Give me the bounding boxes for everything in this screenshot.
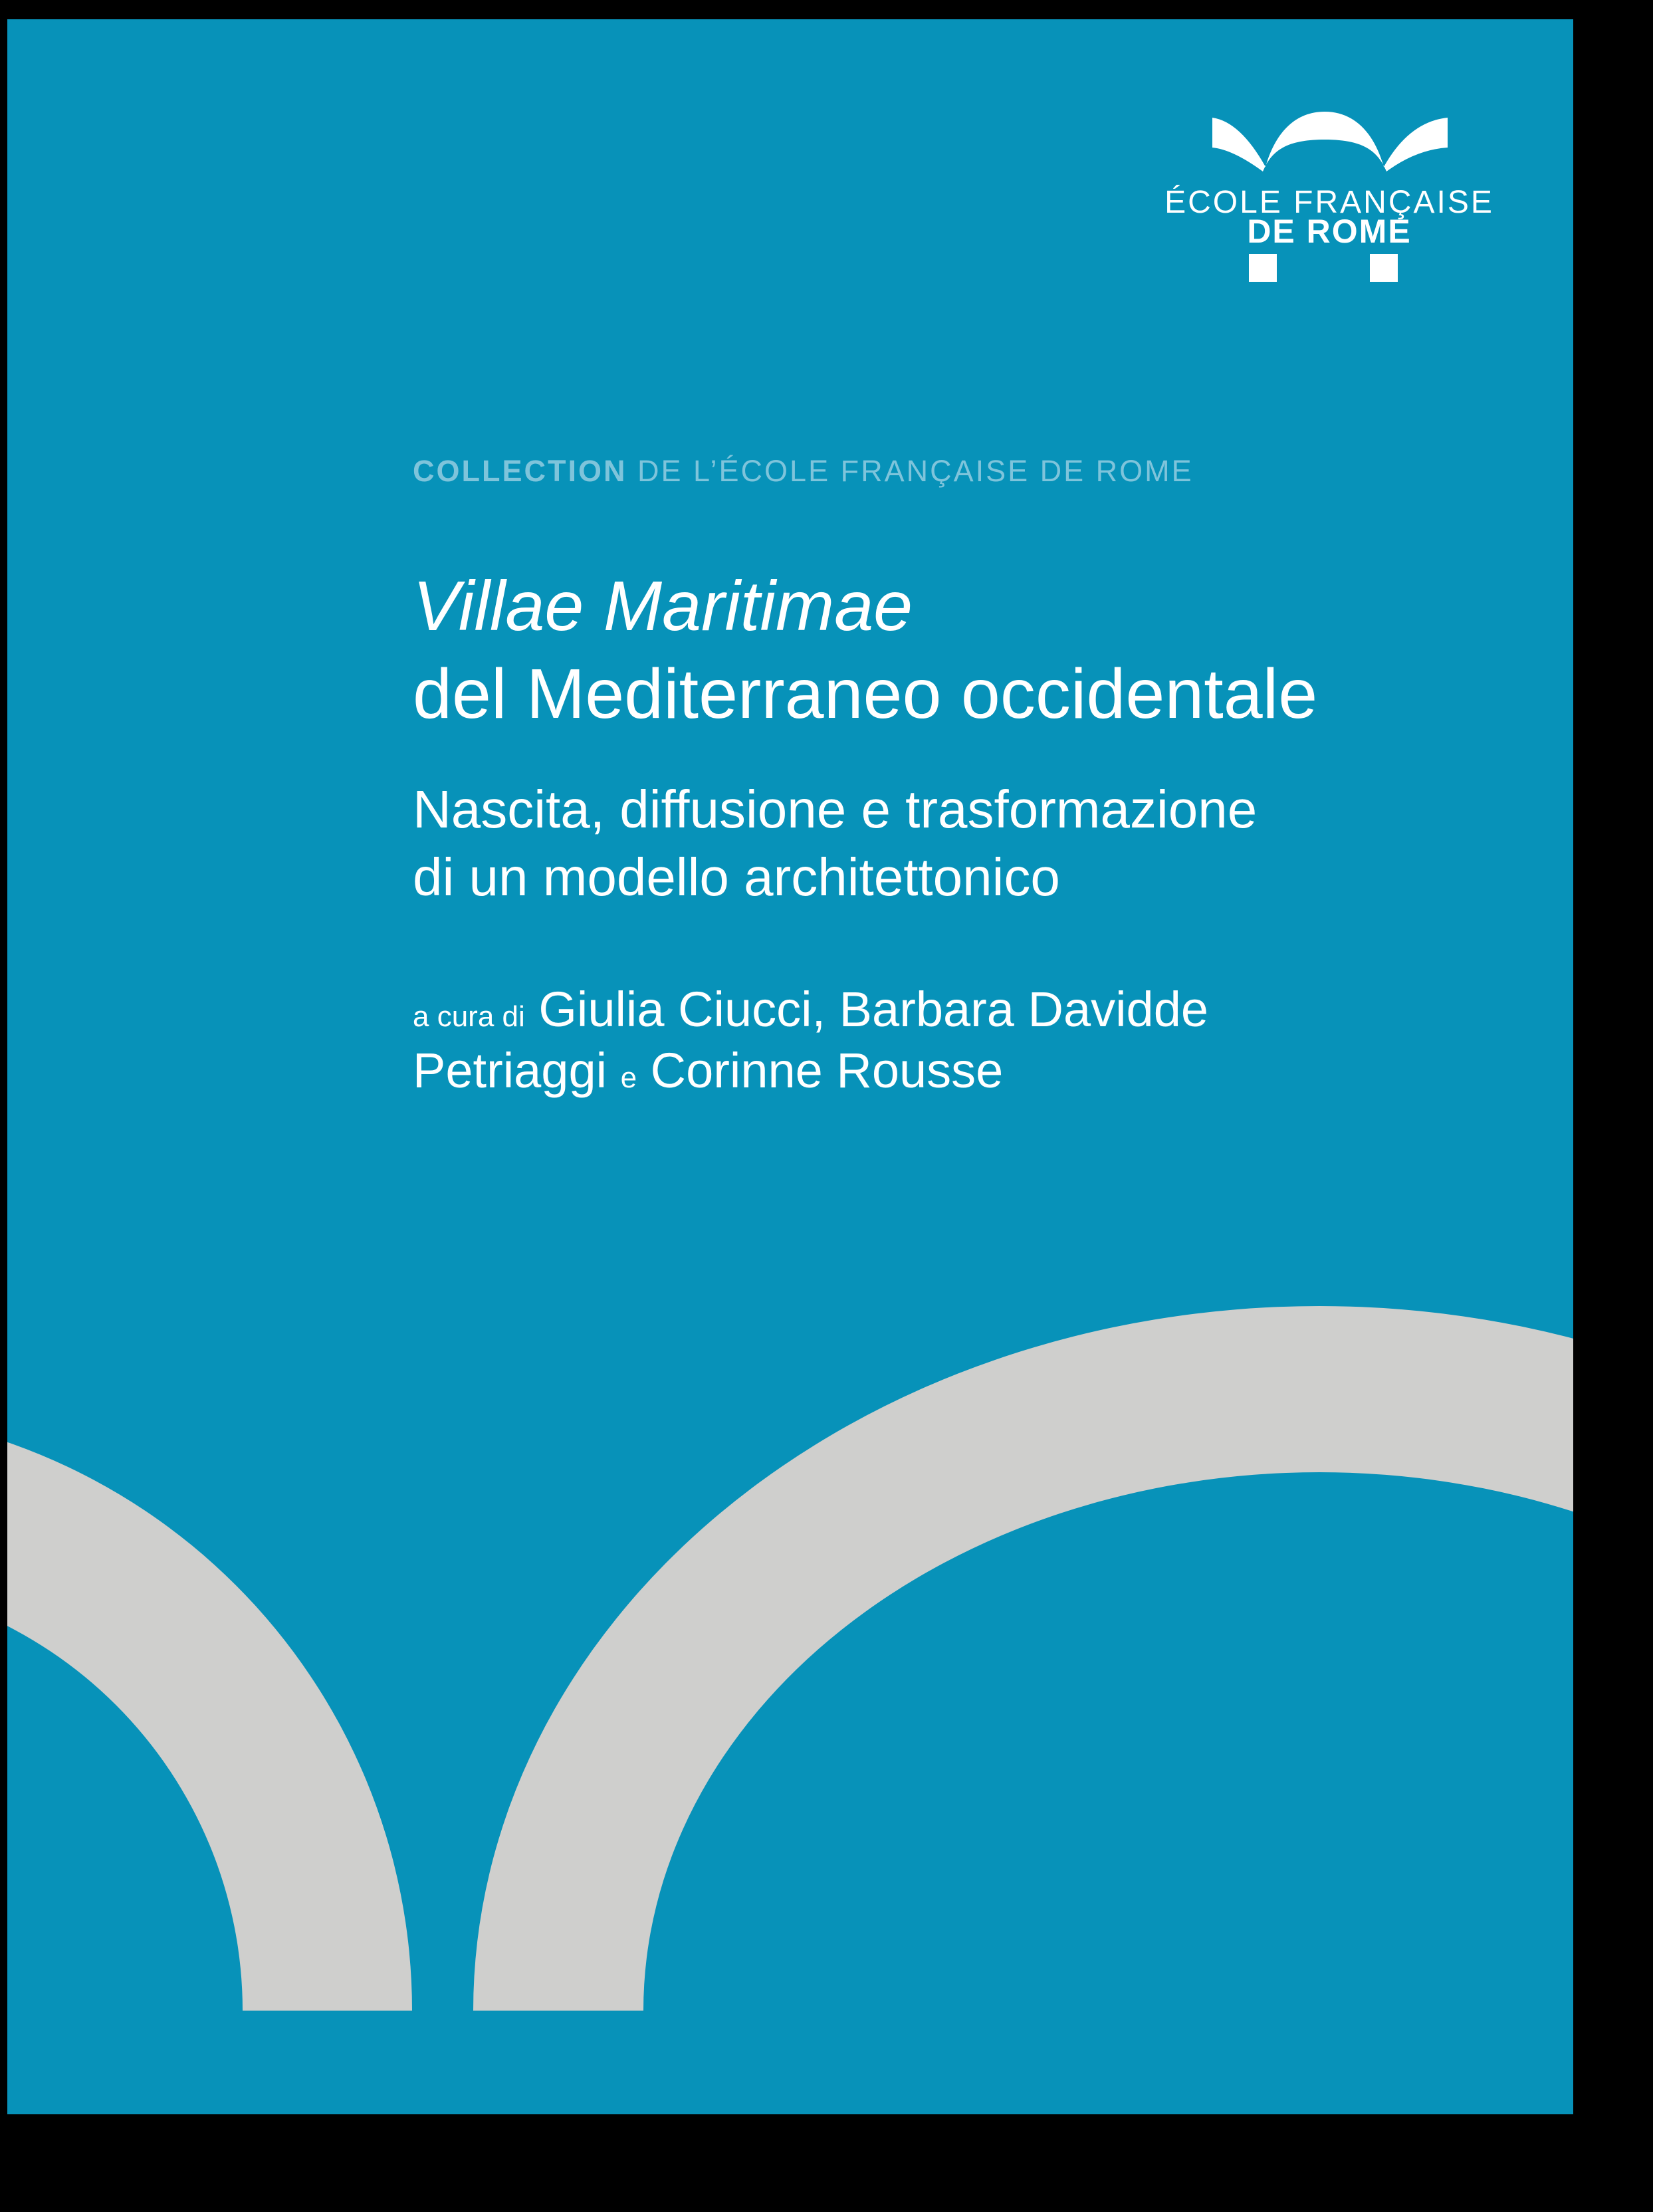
- book-title-line1: Villae Maritimae: [413, 567, 913, 645]
- efr-logo-pillar-base-left: [1249, 254, 1277, 282]
- arch-motif-large: [473, 1306, 1573, 2011]
- collection-line: [413, 455, 1194, 488]
- collection-name: COLLECTION: [413, 454, 627, 488]
- collection-publisher: DE L’ÉCOLE FRANÇAISE DE ROME: [627, 454, 1194, 488]
- efr-logo-arches-icon: [1212, 112, 1448, 171]
- book-cover: [7, 19, 1573, 2114]
- arch-motif-small: [7, 1409, 412, 2011]
- book-subtitle-line1: Nascita, diffusione e trasformazione: [413, 780, 1258, 839]
- editors-names-2a: Petriaggi: [413, 1043, 607, 1098]
- book-subtitle-line2: di un modello architettonico: [413, 847, 1060, 907]
- book-title-line2: del Mediterraneo occidentale: [413, 655, 1318, 733]
- editors-line1: [413, 982, 1208, 1038]
- editors-conjunction: e: [620, 1061, 637, 1094]
- editors-prefix: a cura di: [413, 1000, 525, 1033]
- editors-names-2b: Corinne Rousse: [650, 1043, 1004, 1098]
- efr-logo-pillar-base-right: [1370, 254, 1398, 282]
- editors-line2: [413, 1044, 1003, 1099]
- efr-logo-name-line2: DE ROME: [1247, 213, 1412, 250]
- efr-logo-name-line1: ÉCOLE FRANÇAISE: [1164, 185, 1494, 220]
- editors-names-1: Giulia Ciucci, Barbara Davidde: [538, 982, 1208, 1037]
